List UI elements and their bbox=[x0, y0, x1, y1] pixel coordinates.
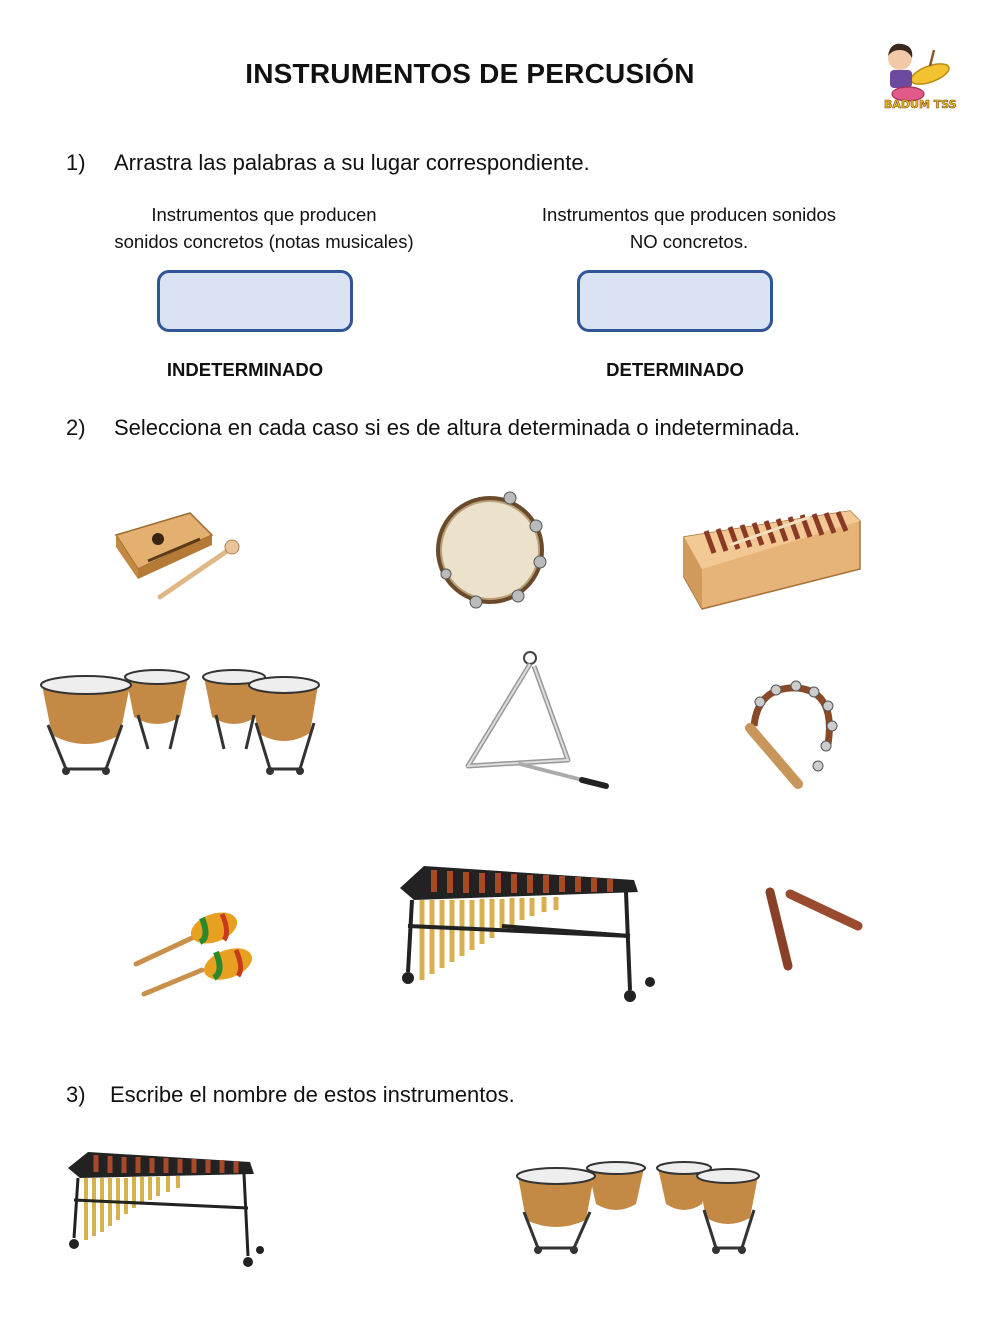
timpani-image[interactable] bbox=[38, 665, 328, 780]
timpani-small-image[interactable] bbox=[512, 1158, 767, 1258]
tambourine-image[interactable] bbox=[434, 492, 550, 608]
logo-text: BADUM TSS bbox=[884, 98, 957, 111]
question-2: 2) Selecciona en cada caso si es de altura determinada o indeterminada. bbox=[66, 415, 801, 440]
question-1: 1) Arrastra las palabras a su lugar correspondiente. bbox=[66, 150, 590, 175]
drop-zone-left[interactable] bbox=[157, 270, 353, 332]
caption-determined: Instrumentos que producen sonidos concretos (notas musicales) bbox=[114, 204, 414, 252]
xylophone-image[interactable] bbox=[680, 497, 865, 612]
word-indeterminado[interactable]: INDETERMINADO bbox=[166, 359, 324, 380]
drop-zone-right[interactable] bbox=[577, 270, 773, 332]
claves-image[interactable] bbox=[760, 884, 865, 974]
jingle-bells-image[interactable] bbox=[742, 682, 842, 790]
maracas-image[interactable] bbox=[130, 908, 260, 1000]
wood-block-image[interactable] bbox=[108, 505, 243, 605]
badumtss-logo bbox=[878, 36, 958, 114]
triangle-image[interactable] bbox=[458, 648, 613, 790]
question-3: 3) Escribe el nombre de estos instrumentos. bbox=[66, 1082, 515, 1107]
caption-undetermined: Instrumentos que producen sonidos NO concretos. bbox=[541, 204, 837, 252]
marimba-image[interactable] bbox=[394, 862, 652, 1022]
marimba-small-image[interactable] bbox=[64, 1148, 264, 1273]
page-title: INSTRUMENTOS DE PERCUSIÓN bbox=[245, 58, 695, 89]
word-determinado[interactable]: DETERMINADO bbox=[606, 359, 744, 380]
